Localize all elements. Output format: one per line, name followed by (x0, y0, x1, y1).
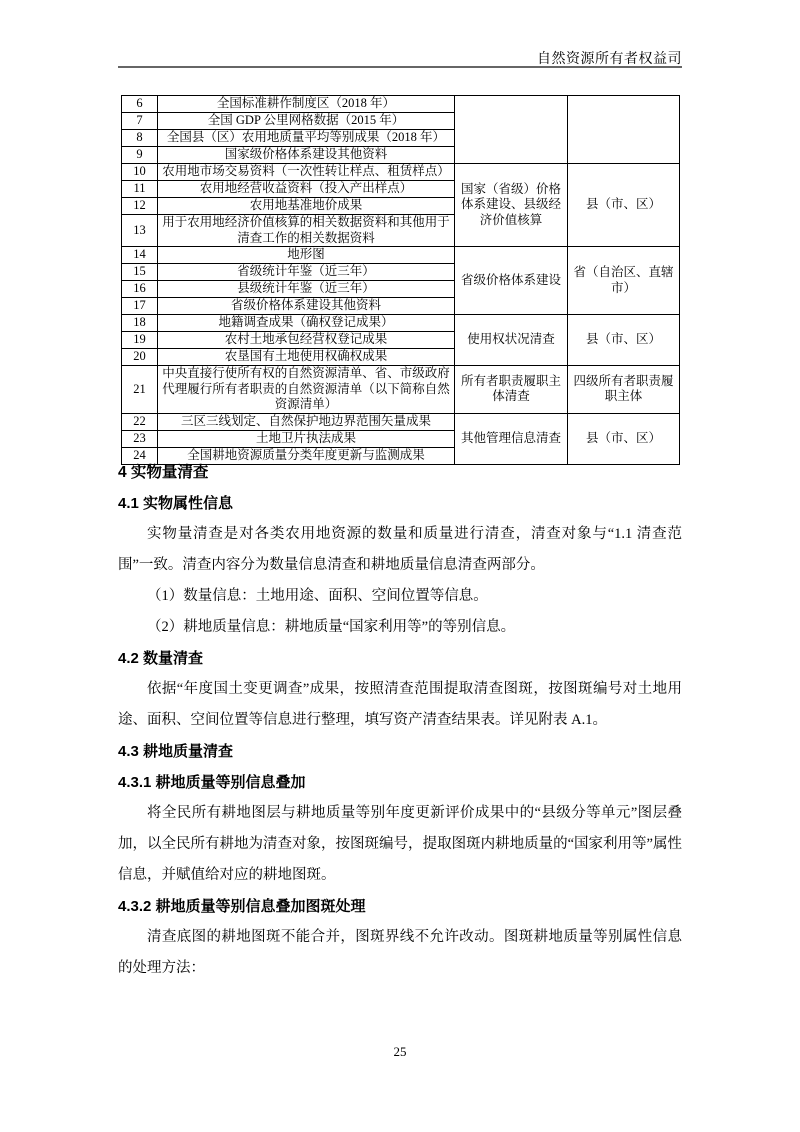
header-department: 自然资源所有者权益司 (537, 52, 682, 67)
item-name-cell: 全国标准耕作制度区（2018 年） (158, 96, 455, 113)
level-cell (568, 96, 680, 164)
paragraph: （1）数量信息：土地用途、面积、空间位置等信息。 (147, 588, 488, 604)
row-number-cell: 9 (122, 147, 158, 164)
purpose-cell (455, 96, 568, 164)
row-number-cell: 12 (122, 198, 158, 215)
row-number-cell: 6 (122, 96, 158, 113)
table-row (122, 247, 680, 264)
purpose-cell: 国家（省级）价格体系建设、县级经济价值核算 (455, 164, 568, 247)
level-cell: 四级所有者职责履职主体 (568, 366, 680, 414)
item-name-cell: 全国 GDP 公里网格数据（2015 年） (158, 113, 455, 130)
row-number-cell: 14 (122, 247, 158, 264)
row-number-cell: 23 (122, 430, 158, 447)
item-name-cell: 农用地基准地价成果 (158, 198, 455, 215)
table-row (122, 413, 680, 430)
item-name-cell: 农用地市场交易资料（一次性转让样点、租赁样点） (158, 164, 455, 181)
row-number-cell: 7 (122, 113, 158, 130)
purpose-cell: 所有者职责履职主体清查 (455, 366, 568, 414)
paragraph: （2）耕地质量信息：耕地质量“国家利用等”的等别信息。 (147, 619, 516, 635)
purpose-cell: 使用权状况清查 (455, 315, 568, 366)
page-footer (0, 1044, 800, 1060)
item-name-cell: 地籍调查成果（确权登记成果） (158, 315, 455, 332)
item-name-cell: 全国耕地资源质量分类年度更新与监测成果 (158, 447, 455, 464)
paragraph: 实物量清查是对各类农用地资源的数量和质量进行清查，清查对象与“1.1 清查范围”一致。清查内容分为数量信息清查和耕地质量信息清查两部分。 (118, 526, 682, 573)
item-name-cell: 土地卫片执法成果 (158, 430, 455, 447)
page-number: 25 (393, 1044, 407, 1059)
paragraph: 将全民所有耕地图层与耕地质量等别年度更新评价成果中的“县级分等单元”图层叠加，以全民所有耕地为清查对象，按图斑编号，提取图斑内耕地质量的“国家利用等”属性信息，并赋值给对应的耕地图斑。 (118, 805, 682, 883)
item-name-cell: 农垦国有土地使用权确权成果 (158, 349, 455, 366)
level-cell: 县（市、区） (568, 315, 680, 366)
level-cell: 县（市、区） (568, 413, 680, 464)
document-body (118, 457, 682, 984)
item-name-cell: 农村土地承包经营权登记成果 (158, 332, 455, 349)
row-number-cell: 15 (122, 264, 158, 281)
item-name-cell: 省级统计年鉴（近三年） (158, 264, 455, 281)
table-row (122, 164, 680, 181)
header-rule (118, 66, 682, 68)
row-number-cell: 24 (122, 447, 158, 464)
row-number-cell: 11 (122, 181, 158, 198)
section-heading: 4 实物量清查 (118, 464, 209, 481)
row-number-cell: 13 (122, 215, 158, 247)
purpose-cell: 其他管理信息清查 (455, 413, 568, 464)
paragraph: 依据“年度国土变更调查”成果，按照清查范围提取清查图斑，按图斑编号对土地用途、面积、空间位置等信息进行整理，填写资产清查结果表。详见附表 A.1。 (118, 681, 682, 728)
section-heading: 4.2 数量清查 (118, 650, 204, 667)
level-cell: 县（市、区） (568, 164, 680, 247)
data-sources-table (121, 95, 680, 465)
row-number-cell: 20 (122, 349, 158, 366)
item-name-cell: 农用地经营收益资料（投入产出样点） (158, 181, 455, 198)
table-row (122, 366, 680, 414)
section-heading: 4.3.1 耕地质量等别信息叠加 (118, 774, 306, 791)
item-name-cell: 县级统计年鉴（近三年） (158, 281, 455, 298)
paragraph: 清查底图的耕地图斑不能合并，图斑界线不允许改动。图斑耕地质量等别属性信息的处理方法： (118, 929, 682, 976)
item-name-cell: 全国县（区）农用地质量平均等别成果（2018 年） (158, 130, 455, 147)
row-number-cell: 22 (122, 413, 158, 430)
row-number-cell: 18 (122, 315, 158, 332)
row-number-cell: 8 (122, 130, 158, 147)
purpose-cell: 省级价格体系建设 (455, 247, 568, 315)
row-number-cell: 21 (122, 366, 158, 414)
item-name-cell: 用于农用地经济价值核算的相关数据资料和其他用于清查工作的相关数据资料 (158, 215, 455, 247)
row-number-cell: 16 (122, 281, 158, 298)
section-heading: 4.1 实物属性信息 (118, 495, 234, 512)
row-number-cell: 10 (122, 164, 158, 181)
section-heading: 4.3 耕地质量清查 (118, 743, 234, 760)
page-header (118, 48, 682, 68)
table-row (122, 315, 680, 332)
row-number-cell: 17 (122, 298, 158, 315)
item-name-cell: 国家级价格体系建设其他资料 (158, 147, 455, 164)
item-name-cell: 中央直接行使所有权的自然资源清单、省、市级政府代理履行所有者职责的自然资源清单（以下简称自然资源清单） (158, 366, 455, 414)
item-name-cell: 三区三线划定、自然保护地边界范围矢量成果 (158, 413, 455, 430)
row-number-cell: 19 (122, 332, 158, 349)
level-cell: 省（自治区、直辖市） (568, 247, 680, 315)
section-heading: 4.3.2 耕地质量等别信息叠加图斑处理 (118, 898, 366, 915)
item-name-cell: 省级价格体系建设其他资料 (158, 298, 455, 315)
item-name-cell: 地形图 (158, 247, 455, 264)
table-row (122, 96, 680, 113)
